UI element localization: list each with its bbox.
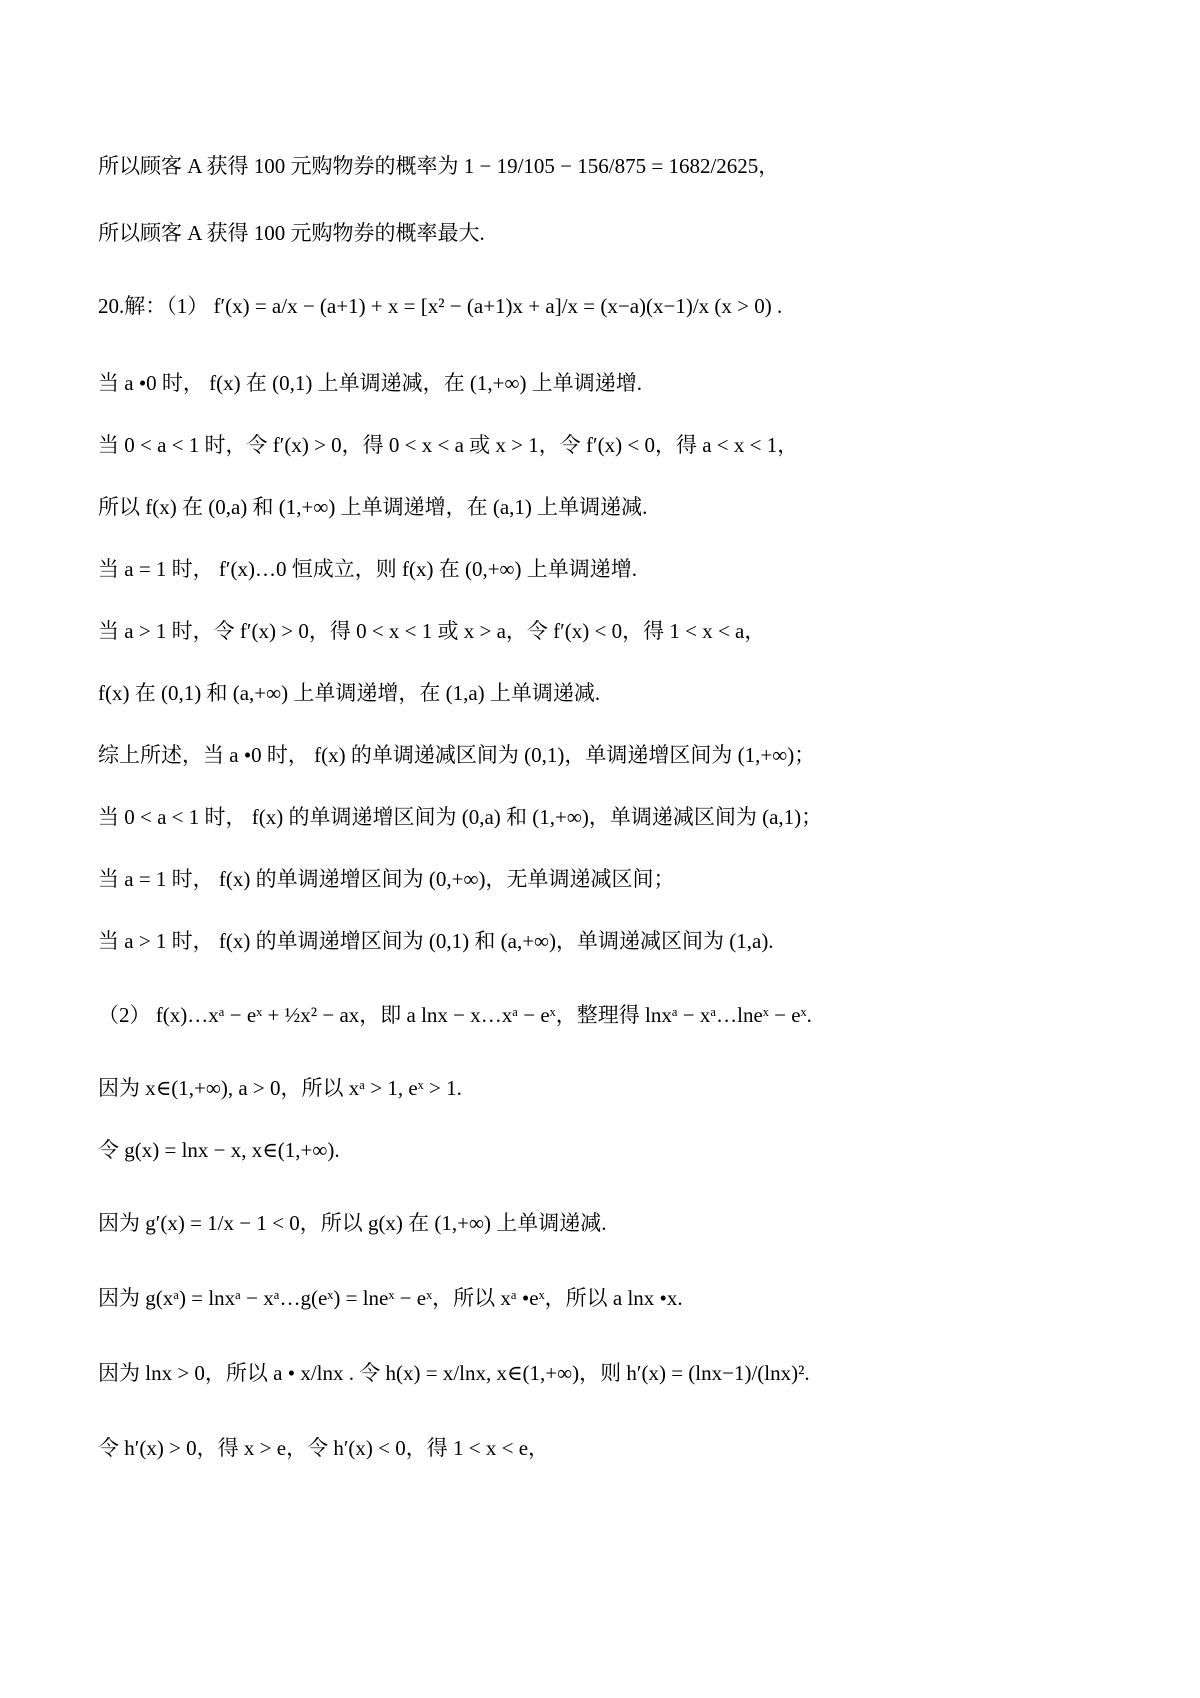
text-line: f(x) 在 (0,1) 和 (a,+∞) 上单调递增，在 (1,a) 上单调递减. bbox=[98, 681, 601, 705]
text-line: 令 g(x) = lnx − x, x∈(1,+∞). bbox=[98, 1138, 340, 1162]
text-line: 令 h′(x) > 0，得 x > e，令 h′(x) < 0，得 1 < x < e， bbox=[98, 1436, 550, 1460]
text-line: 当 a > 1 时，令 f′(x) > 0，得 0 < x < 1 或 x > a，令 f′(x) < 0，得 1 < x < a， bbox=[98, 619, 766, 643]
text-line: 当 a = 1 时， f(x) 的单调递增区间为 (0,+∞)，无单调递减区间； bbox=[98, 867, 675, 891]
text-line: 当 0 < a < 1 时， f(x) 的单调递增区间为 (0,a) 和 (1,+∞)，单调递减区间为 (a,1)； bbox=[98, 805, 823, 829]
text-line: 所以顾客 A 获得 100 元购物券的概率为 1 − 19/105 − 156/875 = 1682/2625， bbox=[98, 154, 780, 178]
text-line: 因为 g′(x) = 1/x − 1 < 0，所以 g(x) 在 (1,+∞) 上单调递减. bbox=[98, 1211, 607, 1235]
text-line: 因为 lnx > 0，所以 a • x/lnx . 令 h(x) = x/lnx, x∈(1,+∞)，则 h′(x) = (lnx−1)/(lnx)². bbox=[98, 1361, 810, 1385]
text-line: 当 a = 1 时， f′(x)…0 恒成立，则 f(x) 在 (0,+∞) 上单调递增. bbox=[98, 557, 638, 581]
text-line: 当 a •0 时， f(x) 在 (0,1) 上单调递减，在 (1,+∞) 上单调递增. bbox=[98, 371, 642, 395]
text-line: 因为 x∈(1,+∞), a > 0，所以 xᵃ > 1, eˣ > 1. bbox=[98, 1076, 462, 1100]
part-2-line: （2） f(x)…xᵃ − eˣ + ½x² − ax，即 a lnx − x…xᵃ − eˣ，整理得 lnxᵃ − xᵃ…lneˣ − eˣ. bbox=[98, 1003, 812, 1027]
text-line: 因为 g(xᵃ) = lnxᵃ − xᵃ…g(eˣ) = lneˣ − eˣ，所以 xᵃ •eˣ，所以 a lnx •x. bbox=[98, 1286, 683, 1310]
text-line: 当 0 < a < 1 时，令 f′(x) > 0，得 0 < x < a 或 x > 1，令 f′(x) < 0，得 a < x < 1， bbox=[98, 433, 799, 457]
text-line: 综上所述，当 a •0 时， f(x) 的单调递减区间为 (0,1)，单调递增区间为 (1,+∞)； bbox=[98, 743, 816, 767]
text-line: 所以顾客 A 获得 100 元购物券的概率最大. bbox=[98, 221, 485, 245]
problem-20-heading: 20.解：（1） f′(x) = a/x − (a+1) + x = [x² − (a+1)x + a]/x = (x−a)(x−1)/x (x > 0) . bbox=[98, 294, 783, 318]
text-line: 当 a > 1 时， f(x) 的单调递增区间为 (0,1) 和 (a,+∞)，单调递减区间为 (1,a). bbox=[98, 929, 774, 953]
text-line: 所以 f(x) 在 (0,a) 和 (1,+∞) 上单调递增，在 (a,1) 上单调递减. bbox=[98, 495, 648, 519]
